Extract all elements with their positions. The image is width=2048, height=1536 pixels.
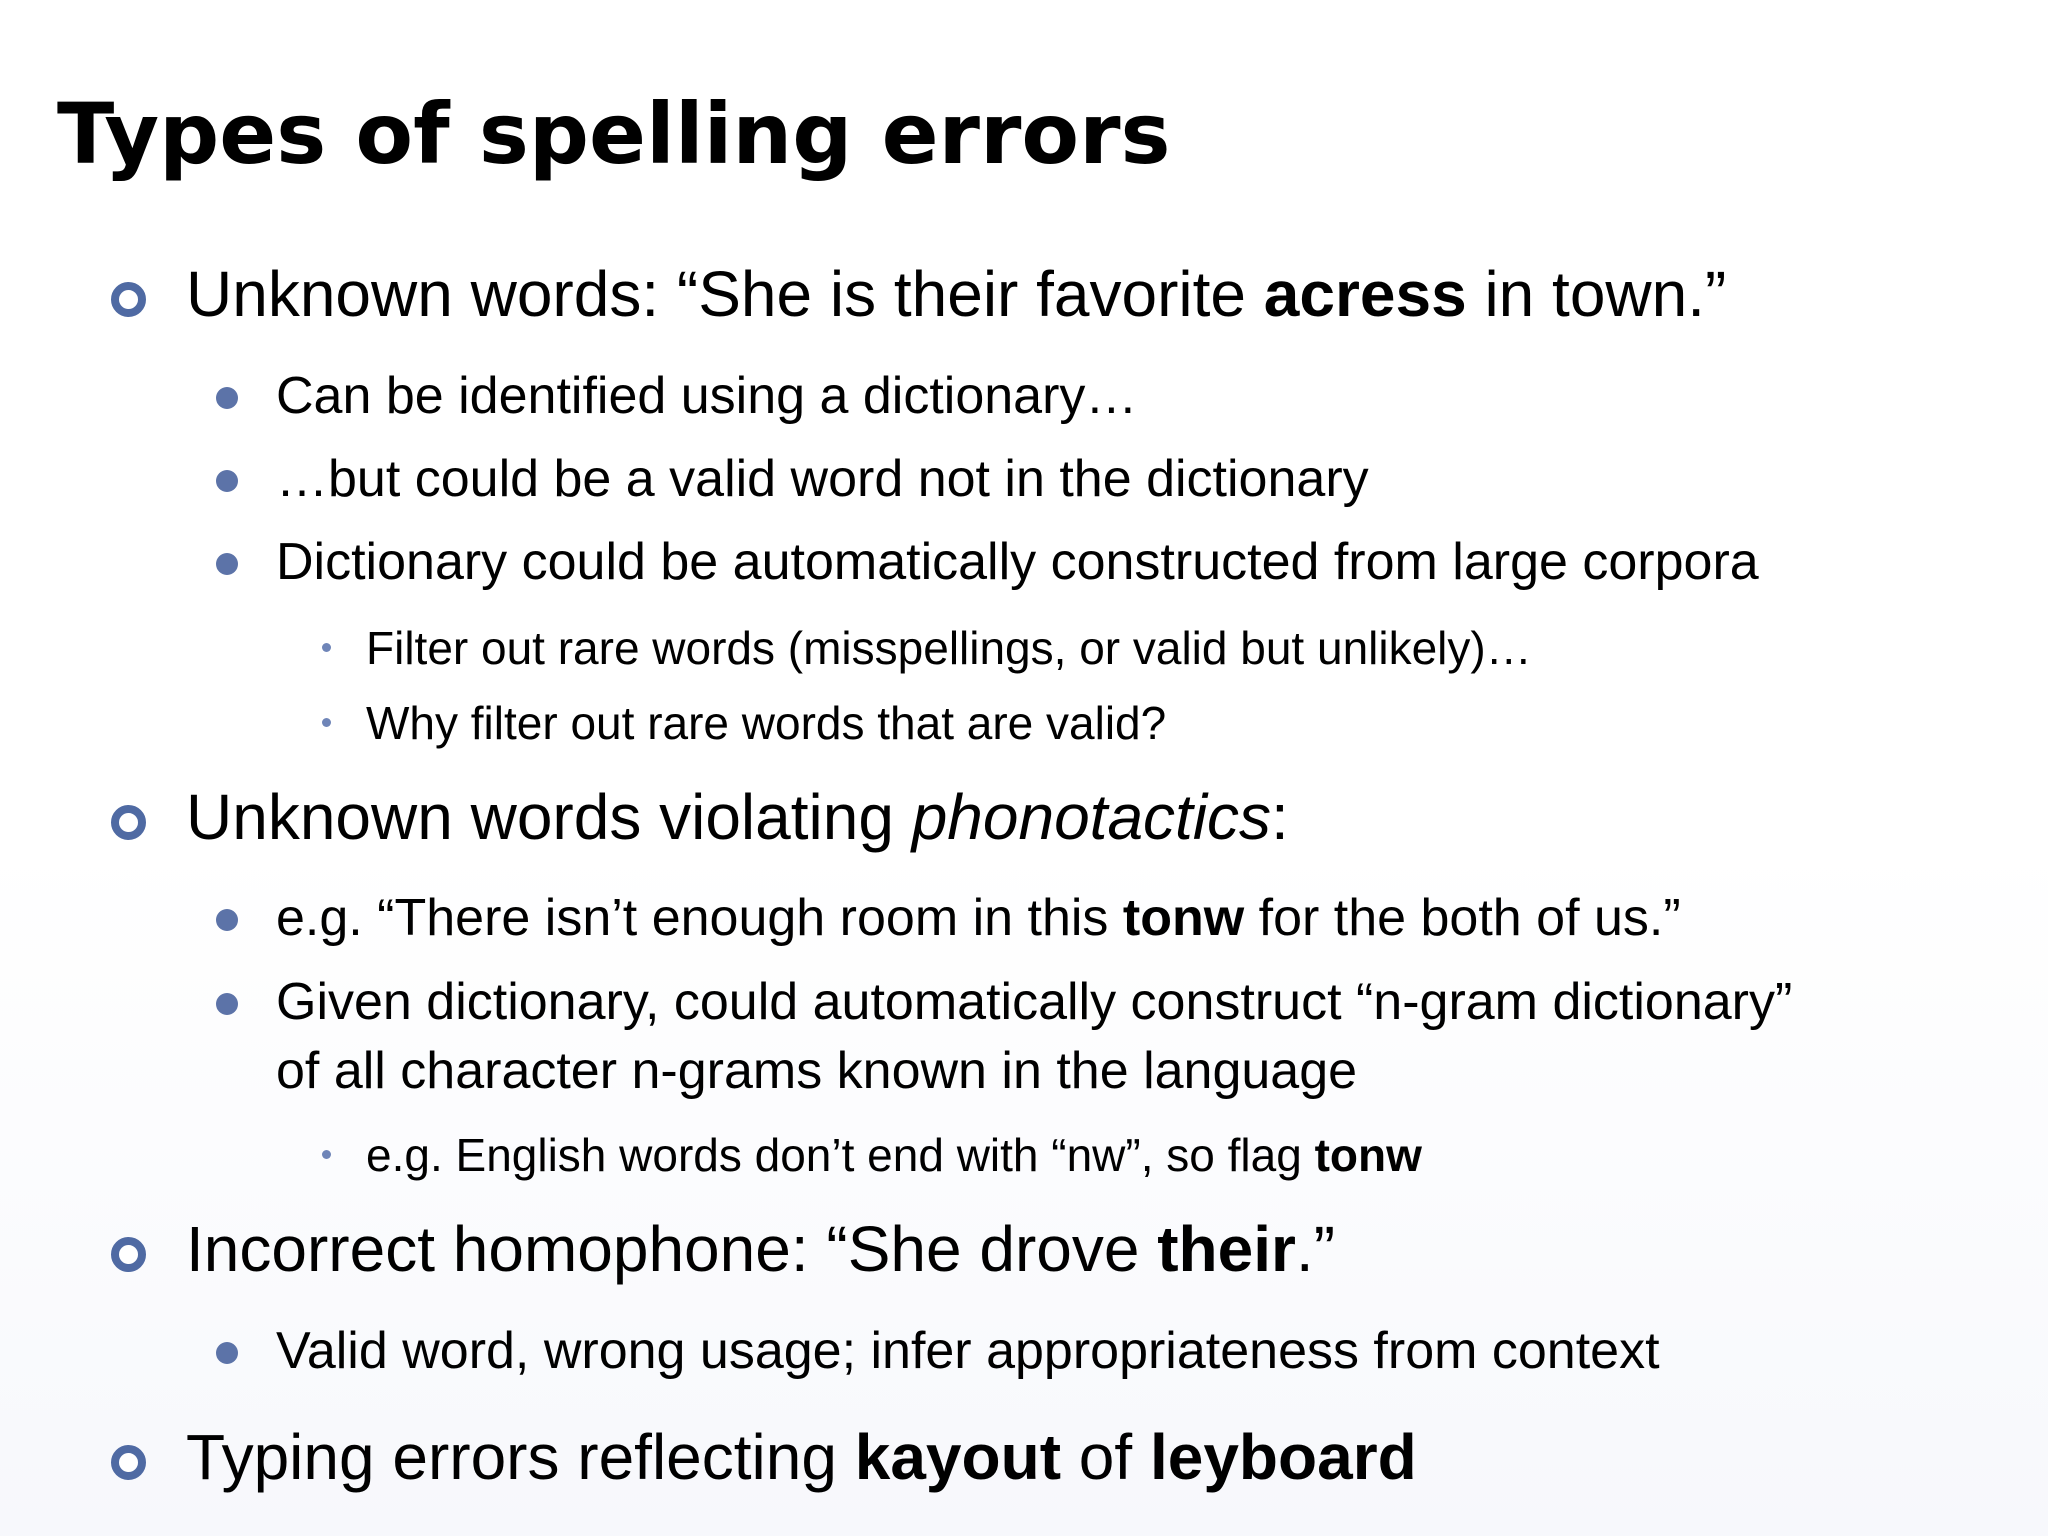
filled-circle-bullet-icon: [216, 553, 238, 575]
bullet-text-post: .”: [1295, 1213, 1335, 1285]
bullet-text-bold-2: leyboard: [1149, 1421, 1417, 1493]
hollow-circle-bullet-icon: [111, 805, 146, 840]
sub-bullet-text-line1: Given dictionary, could automatically construct “n-gram dictionary”: [276, 973, 1793, 1031]
bullet-text-post: in town.”: [1466, 258, 1727, 330]
bullet-text-pre: Unknown words violating: [186, 781, 912, 853]
slide-title: Types of spelling errors: [57, 85, 1171, 183]
sub-bullet-text: Valid word, wrong usage; infer appropriateness from context: [276, 1322, 1660, 1380]
bullet-homophone: [186, 1213, 1335, 1285]
subsub-bullet-text: Filter out rare words (misspellings, or valid but unlikely)…: [366, 622, 1532, 674]
subsub-bullet-why-filter: [366, 697, 1167, 749]
subsub-bullet-filter-rare: [366, 622, 1532, 674]
bullet-phonotactics: [186, 781, 1289, 853]
bullet-text-pre: Incorrect homophone: “She drove: [186, 1213, 1158, 1285]
subsub-bullet-text-bold: tonw: [1314, 1129, 1422, 1181]
filled-circle-bullet-icon: [216, 387, 238, 409]
hollow-circle-bullet-icon: [111, 1237, 146, 1272]
hollow-circle-bullet-icon: [111, 282, 146, 317]
small-dot-bullet-icon: [322, 718, 331, 727]
sub-bullet-text-post: for the both of us.”: [1244, 889, 1681, 947]
sub-bullet-dictionary-constructed: [276, 533, 1759, 591]
bullet-typing-errors: [186, 1421, 1417, 1493]
sub-bullet-text: Dictionary could be automatically constructed from large corpora: [276, 533, 1759, 591]
hollow-circle-bullet-icon: [111, 1445, 146, 1480]
sub-bullet-text: …but could be a valid word not in the dictionary: [276, 450, 1369, 508]
sub-bullet-wrong-usage: [276, 1322, 1660, 1380]
bullet-text-bold-1: kayout: [854, 1421, 1061, 1493]
bullet-unknown-words: [186, 258, 1727, 330]
bullet-text-post: :: [1271, 781, 1289, 853]
sub-bullet-text-pre: e.g. “There isn’t enough room in this: [276, 889, 1123, 947]
filled-circle-bullet-icon: [216, 1342, 238, 1364]
sub-bullet-ngram-dictionary: [276, 973, 1793, 1031]
bullet-text-bold: acress: [1263, 258, 1467, 330]
sub-bullet-tonw-example: [276, 889, 1681, 947]
small-dot-bullet-icon: [322, 643, 331, 652]
bullet-text-mid: of: [1061, 1421, 1150, 1493]
bullet-text-italic: phonotactics: [911, 781, 1272, 853]
filled-circle-bullet-icon: [216, 470, 238, 492]
small-dot-bullet-icon: [322, 1150, 331, 1159]
sub-bullet-valid-word: [276, 450, 1369, 508]
subsub-bullet-text-pre: e.g. English words don’t end with “nw”, so flag: [366, 1129, 1315, 1181]
bullet-text-pre: Unknown words: “She is their favorite: [186, 258, 1264, 330]
sub-bullet-dictionary-identify: [276, 367, 1138, 425]
filled-circle-bullet-icon: [216, 909, 238, 931]
sub-bullet-text: Can be identified using a dictionary…: [276, 367, 1138, 425]
sub-bullet-text-bold: tonw: [1122, 889, 1245, 947]
bullet-text-bold: their: [1157, 1213, 1296, 1285]
subsub-bullet-nw-example: [366, 1129, 1422, 1181]
filled-circle-bullet-icon: [216, 993, 238, 1015]
sub-bullet-ngram-continuation: of all character n-grams known in the language: [276, 1042, 1358, 1100]
subsub-bullet-text: Why filter out rare words that are valid?: [366, 697, 1167, 749]
bullet-text-pre: Typing errors reflecting: [186, 1421, 855, 1493]
